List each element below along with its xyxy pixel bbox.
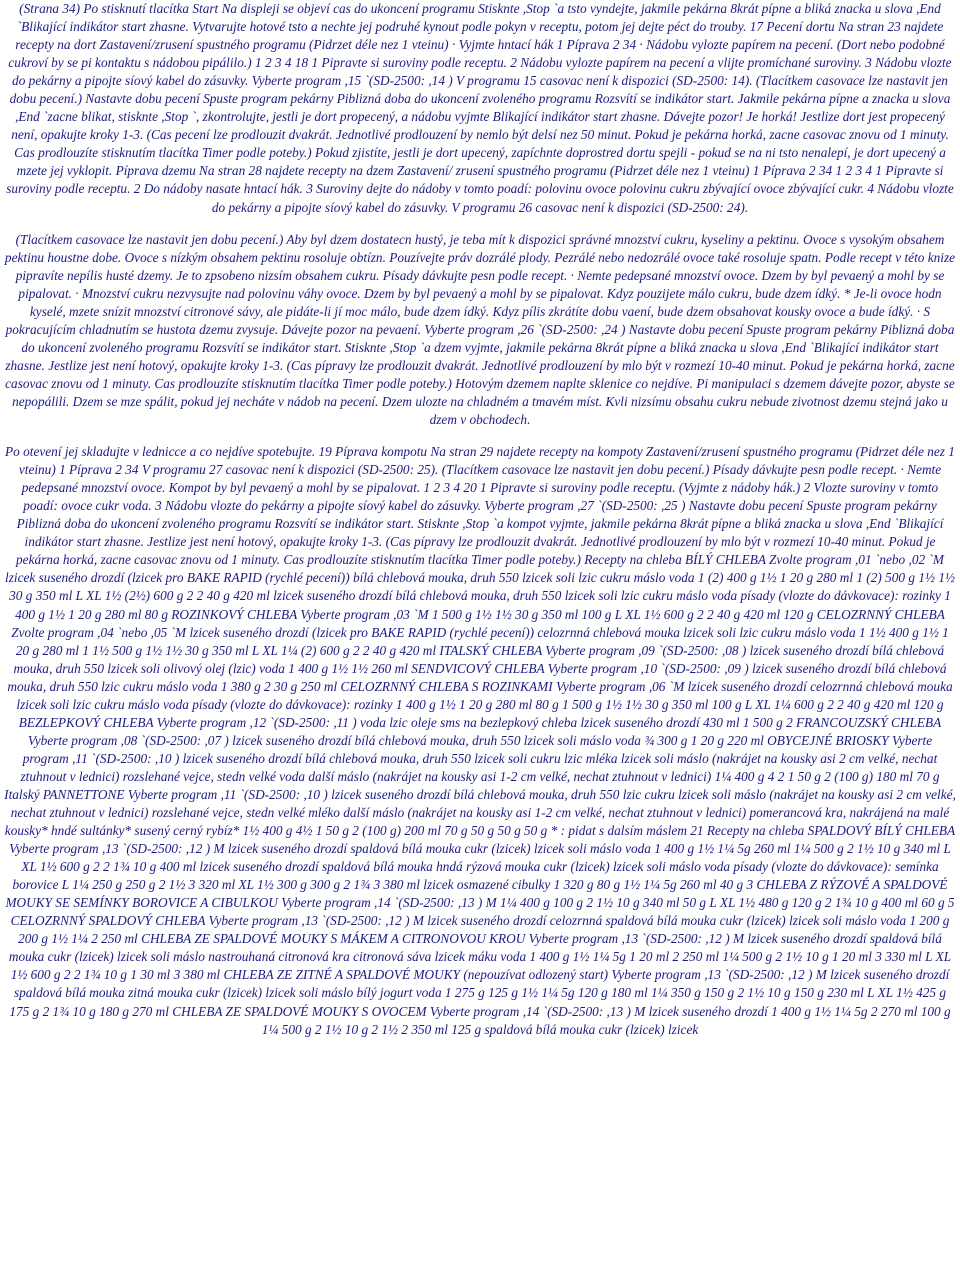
paragraph-cake-and-jam: (Strana 34) Po stisknutí tlacítka Start Na displeji se objeví cas do ukoncení programu Stisknte ,Stop `a tsto vyndejte, jakmile pekárna 8krát pípne a bliká znacka u slova ,End `Blikající indikátor start zhasne. Vytvarujte hotové tsto a nechte jej podruhé kynout podle pokyn v receptu, potom jej dejte péct do trouby. 17 Pecení dortu Na stran 23 najdete recepty na dort Zastavení/zrusení spustného programu (Pidrzet déle nez 1 vteinu) · Vyjmte hntací hák 1 Pípravа 2 34 · Nádobu vylozte papírem na pecení. (Dort nebo podobné cukroví by se pi kontaktu s nádobou pipálilo.) 1 2 3 4 18 1 Pipravte si suroviny podle receptu. 2 Nádobu vylozte papírem na pecení a vlijte promíchané suroviny. 3 Nádobu vlozte do pekárny a pipojte síový kabel do zásuvky. Vyberte program ,15 `(SD-2500: ,14 ) V programu 15 casovac není k dispozici (SD-2500: 14). (Tlacítkem casovace lze nastavit jen dobu pecení.) Nastavte dobu pecení Spuste program pekárny Piblizná doba do ukoncení zvoleného programu Rozsvítí se indikátor start. Jakmile pekárna pípne a znacka u slova ,End `zacne blikat, stisknte ,Stop `, zkontrolujte, jestli je dort propecený, a nádobu vyjmte Blikající indikátor start zhasne. Dávejte pozor! Je horká! Jestlize dort jest propecený není, opakujte kroky 1-3. (Cas pecení lze prodlouzit dvakrát. Jednotlivé prodlouzení by nemlo být delsí nez 50 minut. Pokud je pekárna horká, zacne casovac znovu od 1 minuty. Cas prodlouzíte stisknutím tlacítka Timer podle poteby.) Pokud zjistíte, jestli je dort upecený, zapíchnte doprostred dortu spejli - pokud se na ni tsto nenalepí, je dort upecený a mzete jej vyklopit. Pípravа dzemu Na stran 28 najdete recepty na dzem Zastavení/ zrusení spustného programu (Pidrzet déle nez 1 vteinu) 1 Pípravа 2 34 1 2 3 4 1 Pipravte si suroviny podle receptu. 2 Do nádoby nasate hntací hák. 3 Suroviny dejte do nádoby v tomto poadí: polovinu ovoce polovinu cukru zbývající ovoce zbývající cukr. 4 Nádobu vlozte do pekárny a pipojte síový kabel do zásuvky. V programu 26 casovac není k dispozici (SD-2500: 24). xyxy=(6,1,954,215)
paragraph-compote-and-bread-recipes: Po otevení jej skladujte v lednicce a co nejdíve spotebujte. 19 Pípravа kompotu Na stran 29 najdete recepty na kompoty Zastavení/zrusení spustného programu (Pidrzet déle nez 1 vteinu) 1 Pípravа 2 34 V programu 27 casovac není k dispozici (SD-2500: 25). (Tlacítkem casovace lze nastavit jen dobu pecení.) Písady dávkujte pesn podle recept. · Nemte pedepsané mnozství ovoce. Kompot by byl pevaený a mohl by se pipalovat. 1 2 3 4 20 1 Pipravte si suroviny podle receptu. (Vyjmte z nádoby hák.) 2 Vlozte suroviny v tomto poadí: ovoce cukr voda. 3 Nádobu vlozte do pekárny a pipojte síový kabel do zásuvky. Vyberte program ,27 `(SD-2500: ,25 ) Nastavte dobu pecení Spuste program pekárny Piblizná doba do ukoncení zvoleného programu Rozsvítí se indikátor start. Stisknte ,Stop `a kompot vyjmte, jakmile pekárna 8krát pípne a bliká znacka u slova ,End `Blikající indikátor start zhasne. Jestlize jest není hotový, opakujte kroky 1-3. (Cas pípravy lze prodlouzit dvakrát. Jednotlivé prodlouzení by mlo být v rozmezí 10-40 minut. Pokud je pekárna horká, zacne casovac znovu od 1 minuty. Cas prodlouzíte stisknutím tlacítka Timer podle poteby.) Recepty na chleba BÍLÝ CHLEBA Zvolte program ,01 `nebo ,02 `M lzicek suseného drozdí (lzicek pro BAKE RAPID (rychlé pecení)) bílá chlebová mouka, druh 550 lzicek soli lzic cukru máslo voda 1 (2) 400 g 1½ 1 20 g 280 ml 1 (2) 500 g 1½ 1½ 30 g 350 ml L XL 1½ (2½) 600 g 2 2 40 g 420 ml lzicek suseného drozdí bílá chlebová mouka, druh 550 lzicek soli lzic cukru máslo voda písady (vlozte do dávkovace): rozinky 1 400 g 1½ 1 20 g 280 ml 80 g ROZINKOVÝ CHLEBA Vyberte program ,03 `M 1 500 g 1½ 1½ 30 g 350 ml 100 g L XL 1½ 600 g 2 2 40 g 420 ml 120 g CELOZRNNÝ CHLEBA Zvolte program ,04 `nebo ,05 `M lzicek suseného drozdí (lzicek pro BAKE RAPID (rychlé pecení)) celozrnná chlebová mouka lzicek soli lzic cukru máslo voda 1 1½ 400 g 1½ 1 20 g 280 ml 1 1½ 500 g 1½ 1½ 30 g 350 ml L XL 1¼ (2) 600 g 2 2 40 g 420 ml ITALSKÝ CHLEBA Vyberte program ,09 `(SD-2500: ,08 ) lzicek suseného drozdí bílá chlebová mouka, druh 550 lzicek soli olivový olej (lzic) voda 1 400 g 1½ 1½ 260 ml SENDVICOVÝ CHLEBA Vyberte program ,10 `(SD-2500: ,09 ) lzicek suseného drozdí bílá chlebová mouka, druh 550 lzic cukru máslo voda 1 380 g 2 30 g 250 ml CELOZRNNÝ CHLEBA S ROZINKAMI Vyberte program ,06 `M lzicek suseného drozdí celozrnná chlebová mouka lzicek soli lzic cukru máslo voda písady (vlozte do dávkovace): rozinky 1 400 g 1½ 1 20 g 280 ml 80 g 1 500 g 1½ 1½ 30 g 350 ml 100 g L XL 1¼ 600 g 2 2 40 g 420 ml 120 g BEZLEPKOVÝ CHLEBA Vyberte program ,12 `(SD-2500: ,11 ) voda lzic oleje sms na bezlepkový chleba lzicek suseného drozdí 430 ml 1 500 g 2 FRANCOUZSKÝ CHLEBA Vyberte program ,08 `(SD-2500: ,07 ) lzicek suseného drozdí bílá chlebová mouka, druh 550 lzicek soli máslo voda ¾ 300 g 1 20 g 220 ml OBYCEJNÉ BRIOSKY Vyberte program ,11 `(SD-2500: ,10 ) lzicek suseného drozdí bílá chlebová mouka, druh 550 lzicek soli cukru lzic mléka lzicek soli máslo (nakrájet na kousky asi 2 cm velké, nechat ztuhnout v lednici) rozslehané vejce, stedn velké voda další máslo (nakrájet na kousky asi 1-2 cm velké, nechat ztuhnout v lednici) 1¼ 400 g 4 2 1 50 g 2 (100 g) 180 ml 70 g Italský PANNETTONE Vyberte program ,11 `(SD-2500: ,10 ) lzicek suseného drozdí bílá chlebová mouka, druh 550 lzic cukru lzicek soli máslo (nakrájet na kousky asi 2 cm velké, nechat ztuhnout v lednici) rozslehané vejce, stedn velké mléko další máslo (nakrájet na kousky asi 1-2 cm velké, nechat ztuhnout v lednici) pomerancová kra, nakrájená na malé kousky* hndé sultánky* susený cerný rybíz* 1½ 400 g 4½ 1 50 g 2 (100 g) 200 ml 70 g 50 g 50 g 50 g * : pidat s dalsím máslem 21 Recepty na chleba SPALDOVÝ BÍLÝ CHLEBA Vyberte program ,13 `(SD-2500: ,12 ) M lzicek suseného drozdí spaldová bílá mouka cukr (lzicek) lzicek soli máslo voda 1 400 g 1½ 1¼ 5g 260 ml 1¼ 500 g 2 1½ 10 g 340 ml L XL 1½ 600 g 2 2 1¾ 10 g 400 ml lzicek suseného drozdí spaldová bílá mouka hndá rýzová mouka cukr (lzicek) lzicek soli máslo voda písady (vlozte do dávkovace): semínka borovice L 1¼ 250 g 250 g 2 1½ 3 320 ml XL 1½ 300 g 300 g 2 1¾ 3 380 ml lzicek osmazené cibulky 1 320 g 80 g 1½ 1¼ 5g 260 ml 40 g 3 CHLEBA Z RÝZOVÉ A SPALDOVÉ MOUKY SE SEMÍNKY BOROVICE A CIBULKOU Vyberte program ,14 `(SD-2500: ,13 ) M 1¼ 400 g 100 g 2 1½ 10 g 340 ml 50 g L XL 1½ 480 g 120 g 2 1¾ 10 g 400 ml 60 g 5 CELOZRNNÝ SPALDOVÝ CHLEBA Vyberte program ,13 `(SD-2500: ,12 ) M lzicek suseného drozdí celozrnná spaldová bílá mouka cukr (lzicek) lzicek soli máslo voda 1 200 g 200 g 1½ 1¼ 2 250 ml CHLEBA ZE SPALDOVÉ MOUKY S MÁKEM A CITRONOVOU KROU Vyberte program ,13 `(SD-2500: ,12 ) M lzicek suseného drozdí spaldová bílá mouka cukr (lzicek) lzicek soli máslo nastrouhaná citronová kra citronová sáva lzicek máku voda 1 400 g 1½ 1¼ 5g 1 20 ml 2 250 ml 1¼ 500 g 2 1½ 10 g 1 20 ml 3 330 ml L XL 1½ 600 g 2 2 1¾ 10 g 1 30 ml 3 380 ml CHLEBA ZE ZITNÉ A SPALDOVÉ MOUKY (nepouzívat odlozený start) Vyberte program ,13 `(SD-2500: ,12 ) M lzicek suseného drozdí spaldová bílá mouka zitná mouka cukr (lzicek) lzicek soli máslo bílý jogurt voda 1 275 g 125 g 1½ 1¼ 5g 120 g 180 ml 1¼ 350 g 150 g 2 1½ 10 g 150 g 230 ml L XL 1½ 425 g 175 g 2 1¾ 10 g 180 g 270 ml CHLEBA ZE SPALDOVÉ MOUKY S OVOCEM Vyberte program ,14 `(SD-2500: ,13 ) M lzicek suseného drozdí 1 400 g 1½ 1¼ 5g 2 270 ml 100 g 1¼ 500 g 2 1½ 10 g 2 1½ 2 350 ml 125 g spaldová bílá mouka cukr (lzicek) lzicek xyxy=(4,444,956,1037)
paragraph-jam-tips: (Tlacítkem casovace lze nastavit jen dobu pecení.) Aby byl dzem dostatecn hustý, je teba mít k dispozici správné mnozství cukru, kyseliny a pektinu. Ovoce s vysokým obsahem pektinu houstne dobe. Ovoce s nízkým obsahem pektinu rosoluje obtízn. Pouzívejte práv dozrálé plody. Pezrálé nebo nedozrálé ovoce také rosoluje spatn. Podle recept v této knize pipravíte nepílis husté dzemy. Je to zpsobeno nizsím obsahem cukru. Písady dávkujte pesn podle recept. · Nemte pedepsané mnozství ovoce. Dzem by byl pevaený a mohl by se pipalovat. · Mnozství cukru nezvysujte nad polovinu váhy ovoce. Dzem by byl pevaený a mohl by se pipalovat. Kdyz pouzijete málo cukru, bude dzem ídký. * Je-li ovoce hodn kyselé, mzete snízit mnozství citronové sávy, ale pidáte-li jí moc málo, bude dzem ídký. Kdyz pílis zkrátíte dobu vaení, bude dzem obsahovat kousky ovoce a bude ídký. · S pokracujícím chladnutím se hustota dzemu zvysuje. Dávejte pozor na pevaení. Vyberte program ,26 `(SD-2500: ,24 ) Nastavte dobu pecení Spuste program pekárny Piblizná doba do ukoncení zvoleného programu Rozsvítí se indikátor start. Stisknte ,Stop `a dzem vyjmte, jakmile pekárna 8krát pípne a bliká znacka u slova ,End `Blikající indikátor start zhasne. Jestlize jest není hotový, opakujte kroky 1-3. (Cas pípravy lze prodlouzit dvakrát. Jednotlivé prodlouzení by mlo být v rozmezí 10-40 minut. Pokud je pekárna horká, zacne casovac znovu od 1 minuty. Cas prodlouzíte stisknutím tlacítka Timer podle poteby.) Hotovým dzemem naplte sklenice co nejdíve. Pi manipulaci s dzemem dávejte pozor, abyste se nepopálili. Dzem se mze spálit, pokud jej necháte v nádob na pecení. Dzem ulozte na chladném a tmavém míst. Kvli nizsímu obsahu cukru nebude zivotnost dzemu stejná jako u dzem v obchodech. xyxy=(4,231,956,428)
